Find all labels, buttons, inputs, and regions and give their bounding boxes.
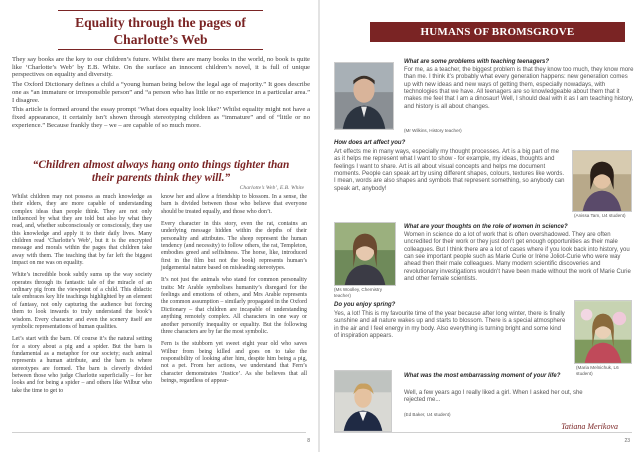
footer-rule: [12, 432, 306, 433]
caption-4: (Maria Melnichuk, L6 student): [576, 365, 619, 376]
answer-4: Yes, a lot! This is my favourite time of the year because after long winter, there is finally sunshine and all nature wakes up and starts to blossom. There is a special atmosphere in the air and I feel energy in my body. Also everything is turning bright and some kind of inspiration appears.: [334, 311, 566, 340]
body-paragraph: know her and allow a friendship to blossom. In a sense, the barn is divided between those who believe that everyone should be treated equally, and those who don’t.: [161, 194, 307, 215]
portrait-image: [335, 223, 395, 285]
answer-2: Art effects me in many ways, especially my thought processes. Art is a big part of me as it helps me represent what I want to show - for example, my ideas, thoughts and feelings I want to share. Art is all about visual concepts and helps me document moments. People can speak art by using different shapes, colours, textures like words. I mean, words are also shapes and symbols that represent something, so anybody can speak art, anybody!: [334, 149, 565, 192]
question-5: What was the most embarrassing moment of your life?: [404, 373, 561, 379]
intro-paragraph: The Oxford Dictionary defines a child a “young human being below the legal age of majority.” It goes describe one as “an immature or irresponsible person” and “a person who has little or no experience in a particular area.” I disagree.: [12, 81, 310, 104]
body-paragraph: White’s incredible book subtly sums up the way society operates through its fantastic tale of the miracle of an ordinary pig from the viewpoint of a child. This didactic tale embraces key life teachings highlighted by an element of fantasy, not only capturing the audience but forcing them to look inwards to truly understand the book’s wisdom. Every character and even the scenery itself are symbolic representations of human qualities.: [12, 272, 152, 330]
answer-3: Women in science do a lot of work that is often overshadowed. They are often uncredited for their work or they just don’t get enough opportunities as their male colleagues. But I think there are a lot of cases where if you look back into history, you can see important people such as Marie Curie or Irène Joliot-Curie who were way ahead then their male colleagues. Many modern scientific discoveries and revolutionary investigations wouldn’t have been made without the work of Marie Curie and other female scientists.: [404, 232, 631, 283]
photo-student-maria: [574, 300, 632, 364]
portrait-image: [335, 371, 391, 431]
photo-student-anissa: [572, 150, 632, 212]
left-page: [0, 0, 318, 452]
body-paragraph: Every character in this story, even the rat, contains an underlying message hidden within the depths of their personality and attributes. The sheep represent the human tendency (and necessity) to follow others, the rat, Templeton, embodies greed and selfishness. The horse, like, introduced first in the film but not the book) represents human’s judgemental nature based on misleading stereotypes.: [161, 221, 307, 272]
footer-rule: [334, 432, 632, 433]
intro-paragraph: This article is formed around the essay prompt ‘What does equality look like?’ Whilst equality might not have a fixed appearance, it certainly isn’t shown through stereotyping children as “immature” and of “little or no experience.” Because frankly they – we – are capable of so much more.: [12, 106, 310, 129]
body-column-left: [12, 194, 152, 400]
author-signature: Tatiana Merikova: [561, 422, 618, 431]
caption-3: (Ms Woolley, Chemistry teacher): [334, 287, 383, 298]
question-2: How does art affect you?: [334, 140, 406, 146]
answer-1: For me, as a teacher, the biggest problem is that they know too much, they know more than me. I think it’s probably what every generation happens: new generation comes up with new ideas and new ways of getting them, especially nowadays, with technologies that we have. All teenagers are so knowledgeable about them that it makes me feel that I am a dinosaur! Well, I should deal with it as I am teaching history, and history is all about changes.: [404, 67, 634, 110]
pull-quote: “Children almost always hang onto things tighter than their parents think they will.”: [32, 159, 290, 184]
portrait-image: [575, 301, 631, 363]
photo-teacher-woolley: [334, 222, 396, 286]
question-1: What are some problems with teaching teenagers?: [404, 59, 550, 65]
section-header: HUMANS OF BROMSGROVE: [370, 22, 625, 42]
article-title: [58, 10, 263, 50]
intro-section: [12, 56, 310, 131]
answer-5: Well, a few years ago I really liked a girl. When I asked her out, she rejected me...: [404, 390, 583, 404]
page-number: 8: [307, 438, 310, 444]
caption-2: (Anissa Tam, U4 student): [574, 213, 626, 218]
right-page: [320, 0, 638, 452]
pull-quote-attribution: Charlotte’s Web’, E.B. White: [239, 185, 304, 191]
body-column-right: [161, 194, 307, 390]
portrait-image: [335, 63, 393, 129]
photo-teacher-wilkins: [334, 62, 394, 130]
intro-paragraph: They say books are the key to our children’s future. Whilst there are many books in the world, no book is quite like ‘Charlotte’s Web’ by E.B. White. On the surface an innocent children’s novel, it is full of unique perspectives on equality and diversity.: [12, 56, 310, 79]
caption-5: (Ed Baker, U4 student): [404, 412, 451, 417]
body-paragraph: It’s not just the animals who stand for common personality traits: Mr Arable symbolises humanity’s disregard for the feelings and emotions of others, and Mrs Arable represents the common assumption – similarly propagated in the Oxford Dictionary – that children are incapable of understanding anything remotely complex. All characters in one way or another personify inequality or equality. But the following three characters are by far the most symbolic.: [161, 277, 307, 335]
caption-1: (Mr Wilkins, History teacher): [404, 128, 462, 133]
photo-student-ed: [334, 370, 392, 432]
body-paragraph: Let’s start with the barn. Of course it’s the natural setting for a story about a pig and a spider. But the barn is fundamental as a metaphor for our society; each animal represents a human attribute, and the barn is where stereotypes are formed. The barn is cleverly divided between those who judge Charlotte superficially – for her looks and for being a spider – and others like Wilbur who take the time to get to: [12, 336, 152, 394]
portrait-image: [573, 151, 631, 211]
article-title-line-2: Charlotte’s Web: [113, 32, 208, 47]
question-4: Do you enjoy spring?: [334, 302, 396, 308]
body-paragraph: Fern is the stubborn yet sweet eight year old who saves Wilbur from being killed and goes on to take the responsibility of looking after him, despite him being a pig, not a pet. From her actions, we understand that Fern’s character demonstrates ‘Justice’. As she believes that all beings, regardless of appear-: [161, 341, 307, 384]
body-paragraph: Whilst children may not possess as much knowledge as their elders, they are more capable of understanding complex ideas than people think. They are not only influenced by what they are told but also by what they read, and, whether subconsciously or consciously, they use this knowledge and apply it to their daily lives. Many children read ‘Charlotte’s Web’, but it is the encrypted message and morals within the pages that children take away with them. The teaching that by far left the biggest impact on me was on equality.: [12, 194, 152, 267]
page-number: 23: [624, 438, 630, 444]
question-3: What are your thoughts on the role of women in science?: [404, 224, 568, 230]
article-title-line-1: Equality through the pages of: [75, 15, 246, 30]
